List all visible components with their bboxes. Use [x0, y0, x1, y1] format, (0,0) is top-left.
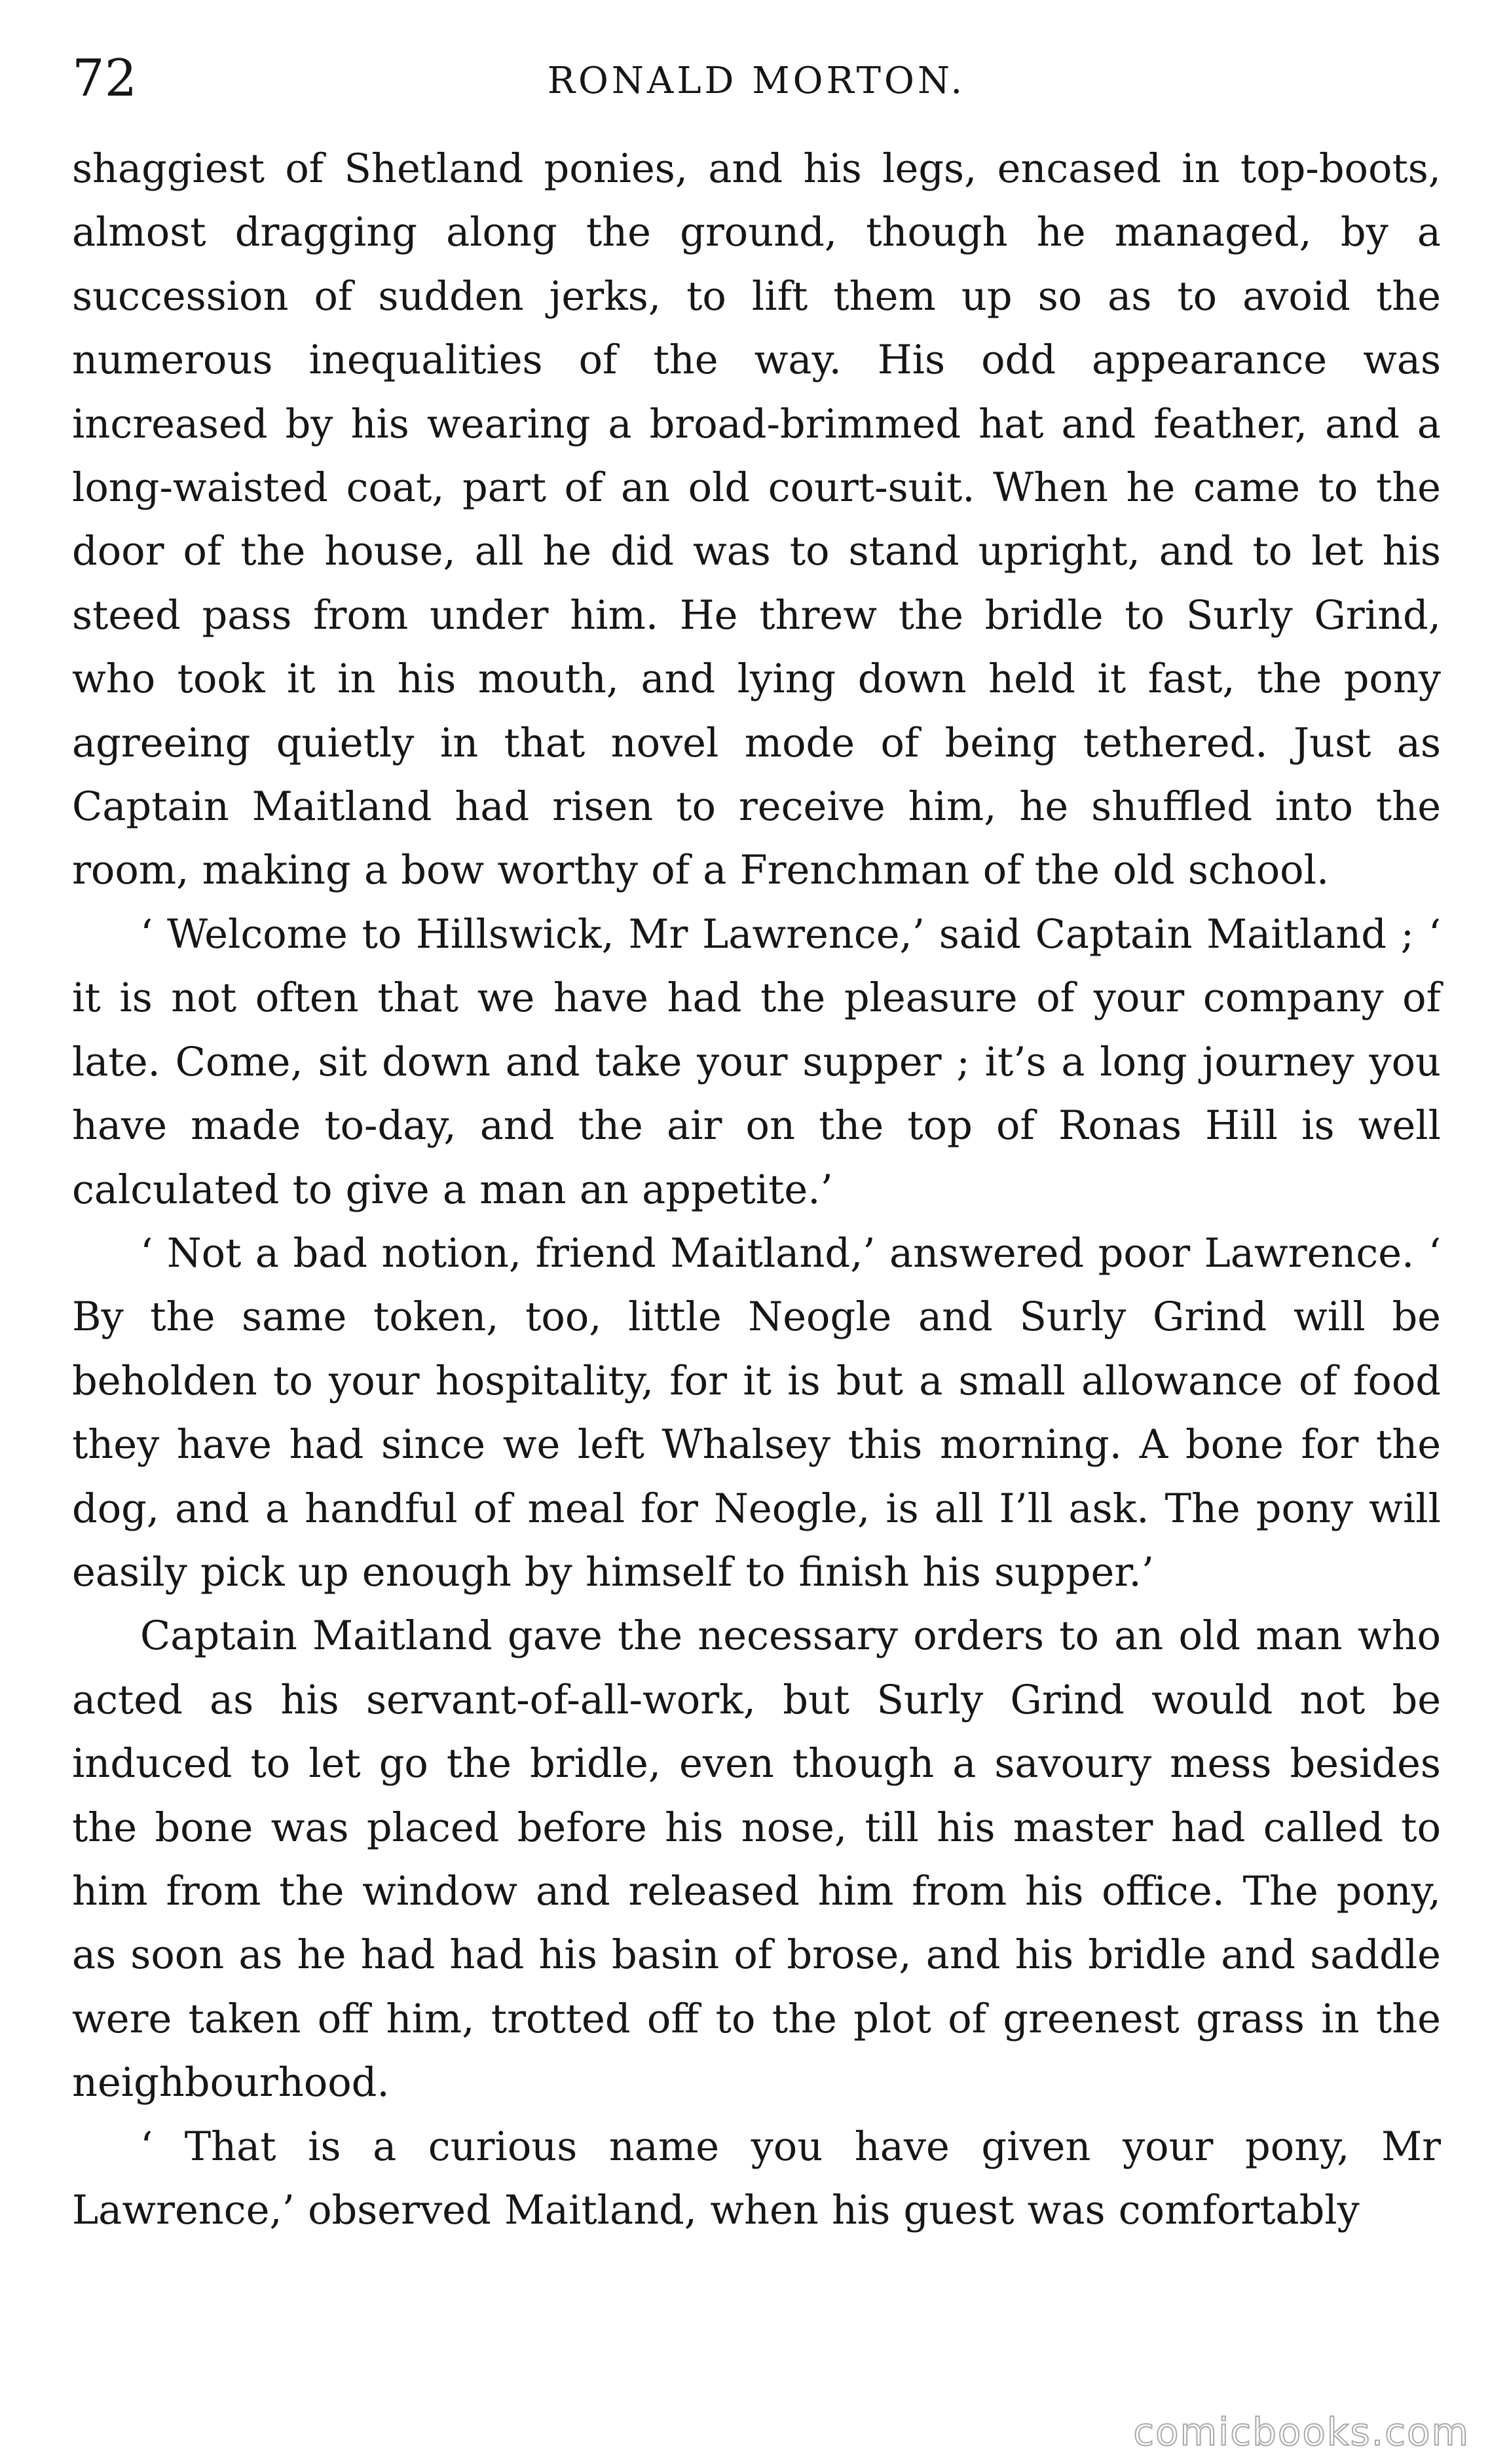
- paragraph-5: ‘ That is a curious name you have given your pony, Mr Lawrence,’ observed Maitland, when his guest was comfortably: [72, 2123, 1441, 2233]
- book-page: [72, 46, 1441, 2430]
- page-header: [72, 46, 1441, 138]
- paragraph-4: Captain Maitland gave the necessary orders to an old man who acted as his servant-of-all-work, but Surly Grind would not be induced to let go the bridle, even though a savoury mess besides the bone was placed before his nose, till his master had called to him from the window and released him from his office. The pony, as soon as he had had his basin of brose, and his bridle and saddle were taken off him, trotted off to the plot of greenest grass in the neighbourhood.: [72, 1613, 1441, 2106]
- page-number: 72: [72, 49, 138, 108]
- watermark-logo: comicbooks.com: [1133, 2410, 1470, 2454]
- paragraph-2: ‘ Welcome to Hillswick, Mr Lawrence,’ said Captain Maitland ; ‘ it is not often that we have had the pleasure of your company of late. Come, sit down and take your supper ; it’s a long journey you have made to-day, and the air on the top of Ronas Hill is well calculated to give a man an appetite.’: [72, 911, 1441, 1213]
- paragraph-3: ‘ Not a bad notion, friend Maitland,’ answered poor Lawrence. ‘ By the same token, too, little Neogle and Surly Grind will be beholden to your hospitality, for it is but a small allowance of food they have had since we left Whalsey this morning. A bone for the dog, and a handful of meal for Neogle, is all I’ll ask. The pony will easily pick up enough by himself to finish his supper.’: [72, 1230, 1441, 1596]
- paragraph-1: shaggiest of Shetland ponies, and his legs, encased in top-boots, almost dragging along the ground, though he managed, by a succession of sudden jerks, to lift them up so as to avoid the numerous inequalities of the way. His odd appearance was increased by his wearing a broad-brimmed hat and feather, and a long-waisted coat, part of an old court-suit. When he came to the door of the house, all he did was to stand upright, and to let his steed pass from under him. He threw the bridle to Surly Grind, who took it in his mouth, and lying down held it fast, the pony agreeing quietly in that novel mode of being tethered. Just as Captain Maitland had risen to receive him, he shuffled into the room, making a bow worthy of a Frenchman of the old school.: [72, 146, 1441, 894]
- running-title: RONALD MORTON.: [547, 60, 966, 102]
- body-text: [72, 138, 1441, 2243]
